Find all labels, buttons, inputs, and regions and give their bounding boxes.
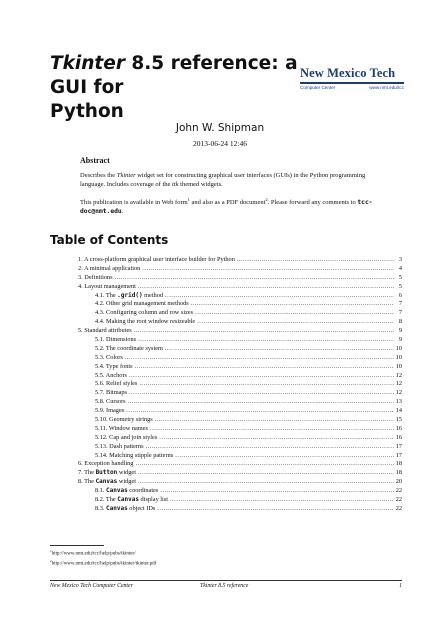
toc-entry-page: 3 xyxy=(398,256,402,263)
toc-entry-text: 8.1. xyxy=(95,487,107,495)
toc-entry-text: 5.2. The coordinate system xyxy=(95,344,163,352)
abstract-p1-text-b: widget set for constructing graphical user interfaces (GUIs) in the Python programming language. Includes coverage of the xyxy=(80,172,366,188)
footnote-ref-1[interactable]: 1 xyxy=(187,197,190,202)
toc-entry-label xyxy=(78,478,136,487)
toc-entry[interactable] xyxy=(78,380,402,389)
toc-entry-label xyxy=(95,398,126,407)
contact-email[interactable]: tcc-doc@nmt.edu xyxy=(80,199,373,216)
title-block xyxy=(50,52,310,124)
toc-entry-page: 9 xyxy=(398,327,402,335)
toc-entry-text: 3. Definitions xyxy=(78,273,113,281)
toc-leader-dots xyxy=(160,487,393,496)
footnotes xyxy=(50,548,156,567)
logo-subline xyxy=(300,85,404,90)
toc-entry-text: 5.1. Dimensions xyxy=(95,336,137,344)
toc-entry-label xyxy=(78,274,113,283)
toc-leader-dots xyxy=(135,460,393,469)
toc-entry-label xyxy=(78,265,140,274)
toc-leader-dots xyxy=(195,309,394,318)
toc-leader-dots xyxy=(165,345,394,354)
toc-entry-label xyxy=(95,318,195,327)
title-line1-rest: 8.5 reference: a GUI for xyxy=(50,53,298,98)
toc-entry-text-after: object IDs xyxy=(127,504,156,512)
toc-entry-page: 22 xyxy=(395,504,402,512)
toc-entry-label xyxy=(95,443,144,452)
abstract-paragraph-1 xyxy=(80,171,380,189)
toc-leader-dots xyxy=(125,354,394,363)
toc-entry-label xyxy=(95,292,163,301)
toc-entry-text-after: coordinates xyxy=(127,487,159,495)
toc-entry-text: 5.9. Images xyxy=(95,407,125,415)
toc-entry-label xyxy=(78,469,136,478)
footnote xyxy=(50,558,156,568)
toc-entry[interactable] xyxy=(78,256,402,265)
toc-entry-page: 7 xyxy=(398,300,402,308)
toc-entry-text: 4.1. The xyxy=(95,291,118,299)
toc-entry-page: 5 xyxy=(398,273,402,281)
toc-entry-label xyxy=(95,336,136,345)
toc-leader-dots xyxy=(159,434,393,443)
footnote-rule xyxy=(50,545,104,546)
toc-entry[interactable] xyxy=(78,336,402,345)
logo-sub-left: Computer Center xyxy=(300,85,336,90)
page-number: 1 xyxy=(399,583,402,589)
toc-leader-dots xyxy=(139,380,393,389)
toc-entry-label xyxy=(95,452,173,461)
toc-entry-text: 5.12. Cap and join styles xyxy=(95,433,158,441)
toc-entry-label xyxy=(78,283,136,292)
toc-entry-text: 5.11. Window names xyxy=(95,424,148,432)
toc-leader-dots xyxy=(157,505,393,514)
toc-entry[interactable] xyxy=(78,354,402,363)
toc-entry[interactable] xyxy=(78,496,402,505)
toc-entry[interactable] xyxy=(78,345,402,354)
toc-entry-text: 5.7. Bitmaps xyxy=(95,389,128,397)
footer-rule xyxy=(50,580,402,581)
toc-entry[interactable] xyxy=(78,309,402,318)
toc-entry-label xyxy=(78,460,133,469)
toc-entry[interactable] xyxy=(78,460,402,469)
toc-entry-code: Button xyxy=(95,469,118,477)
toc-entry-page: 10 xyxy=(395,362,402,370)
footnote-number: 2 xyxy=(50,558,52,563)
toc-entry-label xyxy=(95,354,123,363)
nmt-logo xyxy=(300,66,404,106)
toc-entry-code: .grid() xyxy=(117,291,143,299)
toc-entry[interactable] xyxy=(78,398,402,407)
toc-entry-text-after: widget xyxy=(117,478,136,486)
toc-leader-dots xyxy=(138,336,394,345)
abstract-paragraph-2 xyxy=(80,195,380,216)
toc-entry-page: 22 xyxy=(395,487,402,495)
footer-left: New Mexico Tech Computer Center xyxy=(50,583,133,589)
toc-entry[interactable] xyxy=(78,416,402,425)
toc-entry-label xyxy=(95,380,137,389)
toc-entry-page: 22 xyxy=(395,496,402,504)
toc-entry-label xyxy=(95,487,158,496)
toc-entry[interactable] xyxy=(78,478,402,487)
footnote-ref-2[interactable]: 2 xyxy=(265,197,268,202)
toc-entry-page: 10 xyxy=(395,353,402,361)
toc-entry[interactable] xyxy=(78,434,402,443)
toc-entry[interactable] xyxy=(78,443,402,452)
footnote-url[interactable]: http://www.nmt.edu/tcc/help/pubs/tkinter/ xyxy=(51,551,136,557)
footer-center: Tkinter 8.5 reference xyxy=(200,583,249,589)
toc-entry-label xyxy=(78,327,132,336)
logo-rule xyxy=(300,82,404,84)
toc-entry-text: 1. A cross-platform graphical user interface builder for Python xyxy=(78,256,235,263)
toc-leader-dots xyxy=(155,416,394,425)
toc-entry-text: 4.3. Configuring column and row sizes xyxy=(95,309,194,317)
toc-entry[interactable] xyxy=(78,389,402,398)
toc-entry-text-after: method xyxy=(142,291,164,299)
toc-leader-dots xyxy=(142,265,394,274)
abstract-p2-text-c: . Please forward any comments to xyxy=(267,199,358,207)
toc-entry-text: 8.2. The xyxy=(95,496,118,504)
toc-entry-code: Canvas xyxy=(106,487,128,495)
toc-entry-page: 18 xyxy=(395,469,402,477)
toc-entry-text: 6. Exception handling xyxy=(78,460,134,468)
toc-entry-page: 12 xyxy=(395,389,402,397)
toc-entry-page: 17 xyxy=(395,442,402,450)
toc-entry[interactable] xyxy=(78,487,402,496)
toc-heading: Table of Contents xyxy=(50,233,169,247)
abstract-p2-text-a: This publication is available in Web form xyxy=(80,199,188,207)
toc-entry-page: 5 xyxy=(398,282,402,290)
toc-entry[interactable] xyxy=(78,283,402,292)
toc-leader-dots xyxy=(197,318,394,327)
logo-sub-right: www.nmt.edu/tcc xyxy=(369,85,404,90)
toc-entry-text: 5. Standard attributes xyxy=(78,327,132,335)
toc-entry-label xyxy=(95,505,155,514)
toc-leader-dots xyxy=(138,478,394,487)
toc-entry-page: 18 xyxy=(395,460,402,468)
toc-entry-label xyxy=(95,407,124,416)
toc-entry-text: 4.2. Other grid management methods xyxy=(95,300,189,308)
toc-entry-text: 2. A minimal application xyxy=(78,264,141,272)
toc-entry-page: 15 xyxy=(395,416,402,424)
author: John W. Shipman xyxy=(175,122,265,134)
abstract-p1-text-a: Describes the xyxy=(80,172,117,179)
toc-entry-page: 16 xyxy=(395,424,402,432)
toc-entry-page: 13 xyxy=(395,398,402,406)
toc-entry-text: 5.14. Matching stipple patterns xyxy=(95,451,174,459)
toc-entry-text: 5.6. Relief styles xyxy=(95,380,138,388)
toc-entry-label xyxy=(95,309,193,318)
toc-entry-code: Canvas xyxy=(106,504,128,512)
toc-entry[interactable] xyxy=(78,318,402,327)
toc-entry[interactable] xyxy=(78,425,402,434)
toc-entry-page: 12 xyxy=(395,371,402,379)
toc-entry-text: 8.3. xyxy=(95,504,107,512)
toc-entry-text: 5.13. Dash patterns xyxy=(95,442,144,450)
toc-entry-label xyxy=(95,363,133,372)
toc-entry-text-after: widget xyxy=(117,469,136,477)
abstract-body xyxy=(80,171,380,222)
title-italic-part: Tkinter xyxy=(50,53,125,74)
toc-entry-label xyxy=(95,372,127,381)
table-of-contents xyxy=(78,256,402,514)
toc-entry-label xyxy=(95,345,163,354)
toc-entry[interactable] xyxy=(78,363,402,372)
abstract-p2-text-d: . xyxy=(121,208,124,216)
abstract-heading: Abstract xyxy=(80,156,110,165)
toc-entry-page: 20 xyxy=(395,478,402,486)
toc-entry-page: 4 xyxy=(398,264,402,272)
toc-entry[interactable] xyxy=(78,300,402,309)
toc-leader-dots xyxy=(128,398,394,407)
toc-leader-dots xyxy=(146,443,394,452)
toc-entry-page: 12 xyxy=(395,380,402,388)
toc-leader-dots xyxy=(129,372,394,381)
toc-leader-dots xyxy=(237,256,394,265)
toc-entry-label xyxy=(95,389,127,398)
abstract-p1-text-c: themed widgets. xyxy=(178,181,223,188)
toc-leader-dots xyxy=(135,363,394,372)
toc-entry-label xyxy=(78,256,235,265)
toc-entry-text: 8. The xyxy=(78,478,96,486)
toc-entry[interactable] xyxy=(78,292,402,301)
toc-entry-label xyxy=(95,434,157,443)
toc-entry-code: Canvas xyxy=(95,478,118,486)
toc-entry-page: 17 xyxy=(395,451,402,459)
toc-entry-page: 7 xyxy=(398,309,402,317)
toc-entry-text: 5.5. Anchors xyxy=(95,371,128,379)
logo-name: New Mexico Tech xyxy=(300,66,396,80)
publication-date: 2013-06-24 12:46 xyxy=(193,139,247,148)
toc-leader-dots xyxy=(150,425,394,434)
toc-entry[interactable] xyxy=(78,372,402,381)
document-title xyxy=(50,52,310,124)
toc-leader-dots xyxy=(175,452,394,461)
toc-entry-label xyxy=(95,425,148,434)
toc-entry-label xyxy=(95,496,168,505)
toc-entry-page: 16 xyxy=(395,433,402,441)
toc-entry-label xyxy=(95,416,153,425)
footnote-url[interactable]: http://www.nmt.edu/tcc/help/pubs/tkinter/tkinter.pdf xyxy=(51,561,157,567)
toc-leader-dots xyxy=(165,292,394,301)
toc-leader-dots xyxy=(191,300,394,309)
toc-entry-page: 6 xyxy=(398,291,402,299)
toc-entry-text: 5.8. Cursors xyxy=(95,398,126,406)
footnote-number: 1 xyxy=(50,549,52,553)
toc-entry-code: Canvas xyxy=(117,496,139,504)
toc-leader-dots xyxy=(134,327,394,336)
toc-entry-page: 10 xyxy=(395,344,402,352)
toc-entry[interactable] xyxy=(78,265,402,274)
toc-entry-text: 5.10. Geometry strings xyxy=(95,416,153,424)
toc-leader-dots xyxy=(126,407,394,416)
toc-entry-text: 5.4. Type fonts xyxy=(95,362,133,370)
toc-entry-text-after: display list xyxy=(138,496,169,504)
toc-entry-text: 7. The xyxy=(78,469,96,477)
toc-entry-page: 9 xyxy=(398,336,402,344)
toc-entry[interactable] xyxy=(78,274,402,283)
toc-entry[interactable] xyxy=(78,407,402,416)
footnote xyxy=(50,548,156,558)
abstract-p1-tkinter: Tkinter xyxy=(116,172,136,179)
toc-entry[interactable] xyxy=(78,327,402,336)
toc-entry-text: 5.3. Colors xyxy=(95,353,123,361)
page-footer xyxy=(50,583,402,592)
toc-leader-dots xyxy=(115,274,394,283)
abstract-p2-text-b: and also as a PDF document xyxy=(189,199,266,207)
toc-entry-page: 14 xyxy=(395,407,402,415)
abstract-p1-ttk: ttk xyxy=(172,181,179,188)
toc-entry[interactable] xyxy=(78,452,402,461)
toc-entry-label xyxy=(95,300,189,309)
toc-leader-dots xyxy=(138,469,394,478)
title-line2: Python xyxy=(50,101,124,122)
toc-leader-dots xyxy=(170,496,394,505)
toc-entry-text: 4. Layout management xyxy=(78,282,136,290)
toc-entry[interactable] xyxy=(78,469,402,478)
toc-entry-text: 4.4. Making the root window resizeable xyxy=(95,318,196,326)
toc-entry-page: 8 xyxy=(398,318,402,326)
toc-leader-dots xyxy=(138,283,394,292)
toc-leader-dots xyxy=(129,389,394,398)
toc-entry[interactable] xyxy=(78,505,402,514)
